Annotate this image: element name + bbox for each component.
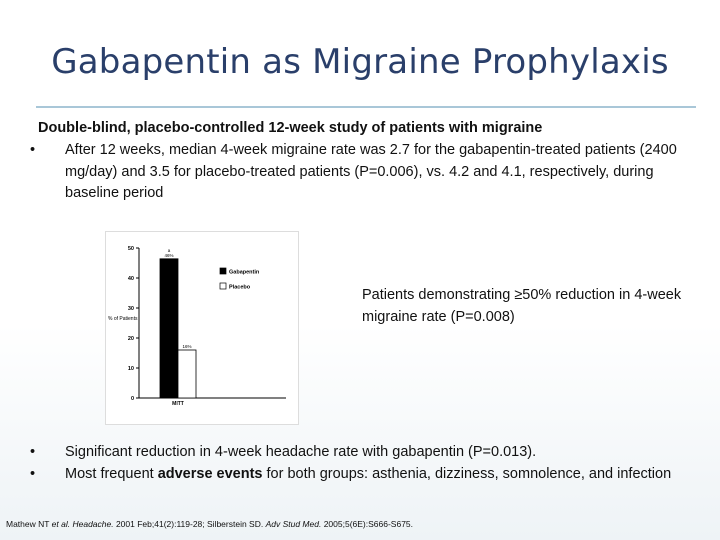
y-tick-label: 10 [127, 366, 134, 372]
y-tick-label: 50 [127, 246, 134, 252]
bullet-text-emphasis: adverse events [157, 466, 263, 482]
title-divider [36, 106, 696, 108]
legend-swatch-gabapentin [220, 268, 226, 274]
y-tick-label: 0 [130, 396, 134, 402]
bullet-marker: • [30, 466, 36, 482]
bullet-marker: • [30, 444, 36, 460]
y-axis-label: % of Patients [108, 316, 138, 322]
ref-end: 2005;5(6E):S666-S675. [321, 519, 414, 529]
bullet-text-post: for both groups: asthenia, dizziness, somnolence, and infection [262, 466, 672, 482]
results-chart [105, 231, 299, 425]
bar-chart [106, 232, 298, 424]
bar-placebo [178, 350, 196, 398]
x-tick-label: MITT [172, 401, 184, 407]
ref-mid: 2001 Feb;41(2):119-28; Silberstein SD. [113, 519, 266, 529]
bullet-text-pre: Most frequent [65, 466, 158, 482]
ref-journal-1: Headache. [70, 519, 114, 529]
y-tick-label: 40 [127, 276, 134, 282]
bullet-marker: • [30, 142, 36, 158]
bullet-text [65, 464, 675, 486]
ref-authors: Mathew NT [6, 519, 52, 529]
slide-title: Gabapentin as Migraine Prophylaxis [51, 42, 669, 82]
legend-swatch-placebo [220, 283, 226, 289]
bullet-text: After 12 weeks, median 4-week migraine rate was 2.7 for the gabapentin-treated patients (2400 mg/day) and 3.5 for placebo-treated patients (P=0.006), vs. 4.2 and 4.1, respectively, during baseline period [65, 142, 677, 201]
legend-label-placebo: Placebo [229, 284, 251, 291]
legend-label-gabapentin: Gabapentin [229, 269, 260, 276]
data-label-placebo: 16% [182, 344, 192, 349]
study-description: Double-blind, placebo-controlled 12-week study of patients with migraine [38, 120, 543, 136]
bullet-text: Significant reduction in 4-week headache rate with gabapentin (P=0.013). [65, 444, 537, 460]
data-label-gabapentin: 46% [164, 252, 174, 258]
bar-gabapentin [160, 259, 178, 398]
ref-etal: et al. [51, 519, 71, 529]
chart-caption: Patients demonstrating ≥50% reduction in 4-week migraine rate (P=0.008) [362, 287, 682, 325]
significance-marker: a [167, 247, 171, 253]
reference-citation [6, 519, 716, 529]
y-tick-label: 20 [127, 336, 134, 342]
ref-journal-2: Adv Stud Med. [265, 519, 322, 529]
y-tick-label: 30 [127, 306, 134, 312]
